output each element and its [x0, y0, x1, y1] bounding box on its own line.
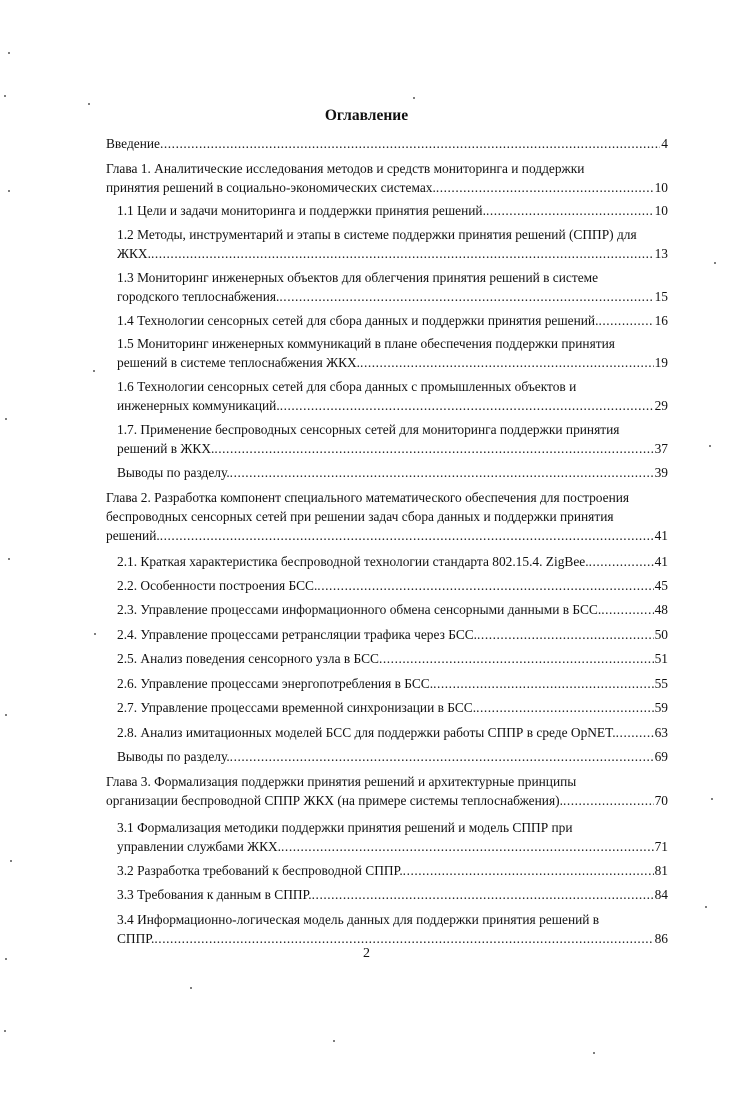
toc-entry-text: 2.4. Управление процессами ретрансляции трафика через БСС. [117, 627, 478, 642]
toc-entry-2-5[interactable] [117, 649, 668, 668]
toc-entry-text: принятия решений в социально-экономических системах. [106, 180, 436, 195]
page-number: 2 [363, 946, 370, 961]
toc-page-number: 19 [654, 355, 668, 370]
dot-leader [279, 287, 653, 306]
toc-entry-text: 1.1 Цели и задачи мониторинга и поддержки принятия решений. [117, 203, 486, 218]
toc-page-number: 84 [654, 887, 668, 902]
toc-entry-text: 3.2 Разработка требований к беспроводной СППР. [117, 863, 403, 878]
dot-leader [563, 791, 654, 810]
toc-page-number: 41 [654, 554, 668, 569]
dot-leader [433, 674, 654, 693]
toc-entry-conclusions-2[interactable] [117, 747, 668, 766]
toc-entry-text: 1.4 Технологии сенсорных сетей для сбора данных и поддержки принятия решений. [117, 313, 599, 328]
dot-leader [230, 747, 654, 766]
toc-page-number: 39 [654, 465, 668, 480]
scan-speck [5, 714, 7, 716]
scan-speck [4, 95, 6, 97]
toc-entry-text: 1.7. Применение беспроводных сенсорных сетей для мониторинга поддержки принятия [117, 422, 620, 437]
scan-speck [714, 262, 716, 264]
scan-speck [709, 445, 711, 447]
toc-entry-text: 2.8. Анализ имитационных моделей БСС для поддержки работы СППР в среде OpNET. [117, 725, 616, 740]
toc-entry-text: инженерных коммуникаций. [117, 398, 280, 413]
toc-page-number: 10 [654, 180, 668, 195]
toc-entry-text: 2.5. Анализ поведения сенсорного узла в БСС [117, 651, 379, 666]
toc-entry-text: 2.3. Управление процессами информационного обмена сенсорными данными в БСС. [117, 602, 602, 617]
toc-entry-text: 3.3 Требования к данным в СППР. [117, 887, 312, 902]
scan-speck [711, 798, 713, 800]
dot-leader [379, 649, 654, 668]
scan-speck [10, 860, 12, 862]
toc-page-number: 15 [654, 289, 668, 304]
toc-page-number: 71 [654, 839, 668, 854]
toc-entry-text: 3.4 Информационно-логическая модель данных для поддержки принятия решений в [117, 912, 600, 927]
dot-leader [160, 526, 654, 545]
toc-entry-1-3[interactable] [117, 268, 668, 306]
toc-page-number: 29 [654, 398, 668, 413]
toc-entry-text: 2.6. Управление процессами энергопотребления в БСС. [117, 676, 434, 691]
toc-page-number: 59 [654, 700, 668, 715]
toc-entry-text: решений в системе теплоснабжения ЖКХ. [117, 355, 361, 370]
toc-entry-text: 1.5 Мониторинг инженерных коммуникаций в плане обеспечения поддержки принятия [117, 336, 615, 351]
dot-leader [281, 837, 654, 856]
toc-entry-text: Глава 1. Аналитические исследования методов и средств мониторинга и поддержки [106, 161, 585, 176]
scan-speck [93, 370, 95, 372]
toc-entry-text: СППР. [117, 931, 155, 946]
toc-entry-text: управлении службами ЖКХ. [117, 839, 282, 854]
toc-entry-3-3[interactable] [117, 885, 668, 904]
toc-entry-text: ЖКХ. [117, 246, 151, 261]
toc-entry-2-1[interactable] [117, 552, 668, 571]
toc-entry-3-1[interactable] [117, 818, 668, 856]
scan-speck [190, 987, 192, 989]
scan-speck [333, 1040, 335, 1042]
toc-entry-text: Глава 2. Разработка компонент специального математического обеспечения для построения [106, 490, 630, 505]
toc-page-number: 55 [654, 676, 668, 691]
scan-speck [4, 1030, 6, 1032]
toc-page-number: 13 [654, 246, 668, 261]
dot-leader [312, 885, 654, 904]
dot-leader [160, 134, 660, 153]
scan-speck [94, 633, 96, 635]
toc-page-number: 37 [654, 441, 668, 456]
toc-entry-chapter-1[interactable] [106, 159, 668, 197]
dot-leader [151, 244, 654, 263]
toc-page-number: 50 [654, 627, 668, 642]
toc-page-number: 16 [654, 313, 668, 328]
toc-entry-text: Выводы по разделу. [117, 465, 230, 480]
toc-page-number: 4 [661, 136, 668, 151]
scan-speck [593, 1052, 595, 1054]
toc-entry-text: 1.3 Мониторинг инженерных объектов для облегчения принятия решений в системе [117, 270, 599, 285]
toc-page-number: 86 [654, 931, 668, 946]
toc-entry-2-6[interactable] [117, 674, 668, 693]
toc-entry-1-2[interactable] [117, 225, 668, 263]
dot-leader [436, 178, 654, 197]
dot-leader [601, 600, 653, 619]
dot-leader [589, 552, 654, 571]
toc-entry-text: Выводы по разделу. [117, 749, 230, 764]
toc-entry-text: 3.1 Формализация методики поддержки принятия решений и модель СППР при [117, 820, 573, 835]
toc-entry-conclusions-1[interactable] [117, 463, 668, 482]
toc-entry-chapter-2[interactable] [106, 488, 668, 545]
toc-page-number: 48 [654, 602, 668, 617]
dot-leader [280, 396, 654, 415]
toc-entry-3-4[interactable] [117, 910, 668, 948]
toc-entry-1-7[interactable] [117, 420, 668, 458]
toc-page-number: 41 [654, 528, 668, 543]
toc-entry-1-1[interactable] [117, 201, 668, 220]
scan-speck [8, 190, 10, 192]
toc-entry-3-2[interactable] [117, 861, 668, 880]
scan-speck [5, 418, 7, 420]
toc-page-number: 51 [654, 651, 668, 666]
toc-page-number: 63 [654, 725, 668, 740]
toc-entry-text: городского теплоснабжения. [117, 289, 280, 304]
page-title: Оглавление [324, 107, 409, 124]
dot-leader [317, 576, 653, 595]
toc-entry-text: беспроводных сенсорных сетей при решении задач сбора данных и поддержки принятия [106, 509, 614, 524]
toc-entry-chapter-3[interactable] [106, 772, 668, 810]
toc-entry-text: 2.1. Краткая характеристика беспроводной технологии стандарта 802.15.4. ZigBee. [117, 554, 589, 569]
toc-page-number: 81 [654, 863, 668, 878]
toc-entry-2-3[interactable] [117, 600, 668, 619]
toc-entry-2-2[interactable] [117, 576, 668, 595]
dot-leader [476, 698, 654, 717]
toc-page-number: 69 [654, 749, 668, 764]
toc-page-number: 45 [654, 578, 668, 593]
toc-entry-text: 1.2 Методы, инструментарий и этапы в системе поддержки принятия решений (СППР) для [117, 227, 637, 242]
scan-speck [413, 97, 415, 99]
scan-speck [8, 558, 10, 560]
dot-leader [616, 723, 654, 742]
toc-entry-text: Глава 3. Формализация поддержки принятия решений и архитектурные принципы [106, 774, 577, 789]
scan-speck [705, 906, 707, 908]
toc-entry-text: решений. [106, 528, 160, 543]
scan-speck [5, 958, 7, 960]
scan-speck [88, 103, 90, 105]
toc-page-number: 10 [654, 203, 668, 218]
dot-leader [403, 861, 654, 880]
toc-entry-1-6[interactable] [117, 377, 668, 415]
toc-entry-2-7[interactable] [117, 698, 668, 717]
scan-speck [8, 52, 10, 54]
dot-leader [477, 625, 654, 644]
toc-entry-text: 2.2. Особенности построения БСС. [117, 578, 318, 593]
toc-entry-text: 1.6 Технологии сенсорных сетей для сбора данных с промышленных объектов и [117, 379, 577, 394]
toc-entry-2-4[interactable] [117, 625, 668, 644]
toc-entry-text: 2.7. Управление процессами временной синхронизации в БСС. [117, 700, 477, 715]
toc-entry-text: решений в ЖКХ. [117, 441, 215, 456]
toc-entry-1-5[interactable] [117, 334, 668, 372]
toc-entry-2-8[interactable] [117, 723, 668, 742]
toc-entry-1-4[interactable] [117, 311, 668, 330]
dot-leader [214, 439, 653, 458]
toc-entry-introduction[interactable] [106, 134, 668, 153]
toc-entry-text: Введение [106, 136, 160, 151]
dot-leader [486, 201, 654, 220]
dot-leader [230, 463, 654, 482]
toc-entry-text: организации беспроводной СППР ЖКХ (на примере системы теплоснабжения). [106, 793, 563, 808]
toc-page-number: 70 [654, 793, 668, 808]
dot-leader [598, 311, 653, 330]
dot-leader [360, 353, 654, 372]
